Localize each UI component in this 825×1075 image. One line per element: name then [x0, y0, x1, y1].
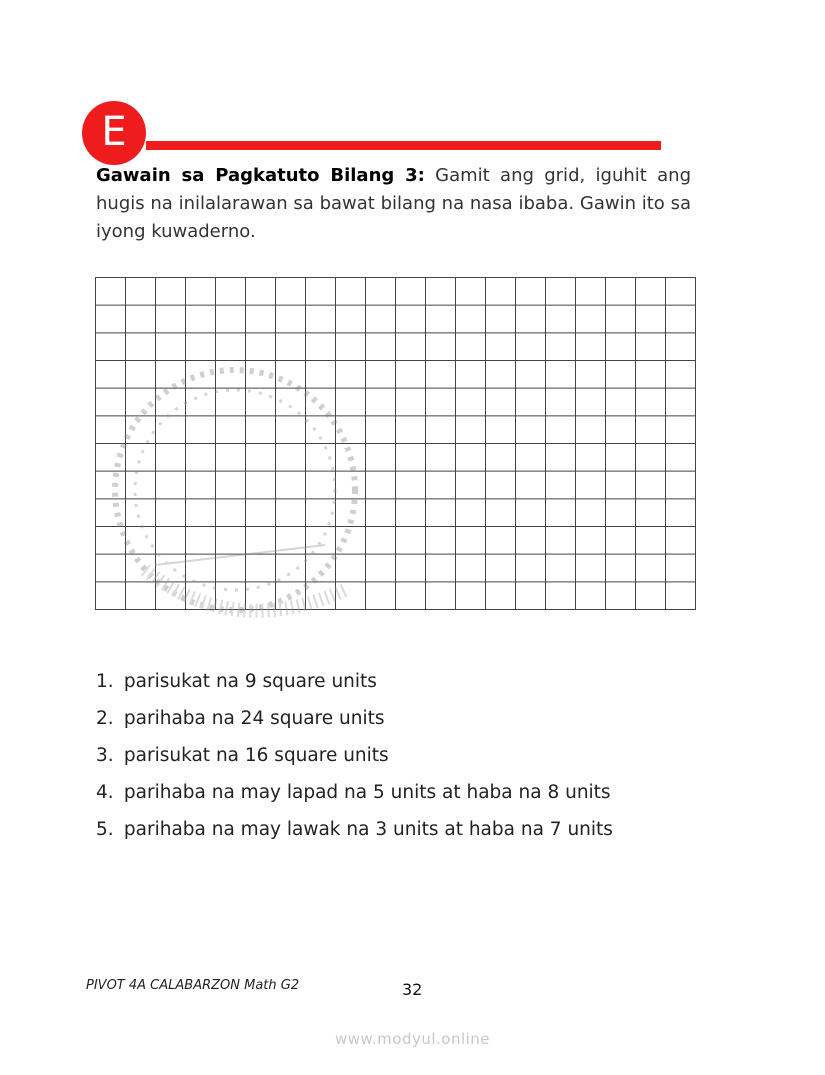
list-item: 3. parisukat na 16 square units [96, 745, 389, 766]
instructions-text: Gamit ang grid, iguhit ang hugis na inilalarawan sa bawat bilang na nasa ibaba. Gawin ito sa iyong kuwaderno. [96, 165, 692, 242]
section-letter-badge: E [82, 101, 146, 165]
footer-source: PIVOT 4A CALABARZON Math G2 [86, 978, 300, 993]
list-item: 5. parihaba na may lawak na 3 units at haba na 7 units [96, 819, 613, 840]
list-item: 4. parihaba na may lapad na 5 units at haba na 8 units [96, 782, 611, 803]
list-item: 2. parihaba na 24 square units [96, 708, 385, 729]
task-list [96, 663, 613, 848]
activity-title: Gawain sa Pagkatuto Bilang 3: [96, 165, 425, 186]
faded-seal-stamp [95, 340, 375, 640]
list-item: 1. parisukat na 9 square units [96, 671, 377, 692]
page-number: 32 [402, 980, 423, 999]
site-watermark: www.modyul.online [334, 1030, 491, 1048]
section-header-rule [146, 141, 661, 150]
instructions-paragraph [96, 162, 691, 246]
